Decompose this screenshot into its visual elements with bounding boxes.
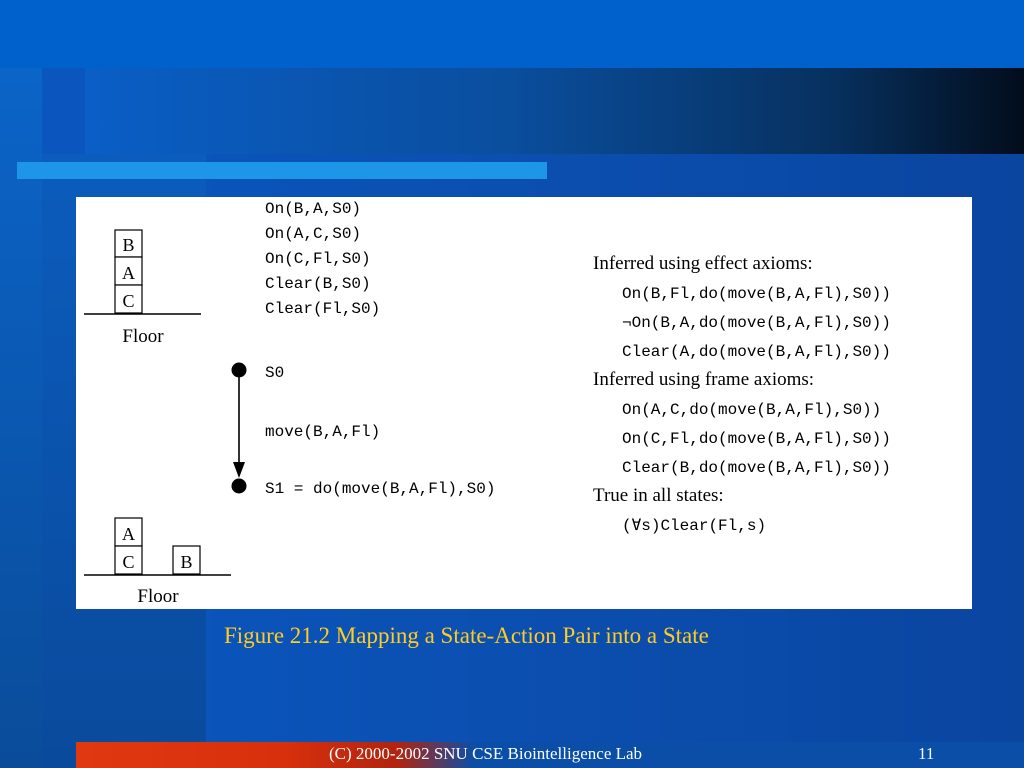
final-configuration — [84, 518, 231, 607]
initial-state-facts — [265, 200, 380, 318]
effect-fact: Clear(A,do(move(B,A,Fl),S0)) — [622, 343, 891, 361]
page-number: 11 — [918, 744, 935, 763]
accent-bar — [17, 162, 547, 179]
effect-fact: ¬On(B,A,do(move(B,A,Fl),S0)) — [622, 314, 891, 332]
inferences — [593, 253, 891, 535]
initial-block-label: A — [122, 263, 135, 283]
initial-fact: Clear(Fl,S0) — [265, 300, 381, 318]
initial-block-label: C — [122, 291, 135, 311]
initial-floor-label: Floor — [122, 326, 164, 347]
final-block-label: C — [122, 552, 135, 572]
transition — [232, 363, 496, 499]
final-block-label: B — [180, 552, 193, 572]
transition-arrowhead — [233, 462, 245, 478]
end-node-label: S1 = do(move(B,A,Fl),S0) — [265, 480, 496, 498]
initial-configuration — [84, 230, 201, 347]
state-action-diagram — [76, 197, 972, 609]
frame-fact: On(A,C,do(move(B,A,Fl),S0)) — [622, 401, 882, 419]
initial-fact: Clear(B,S0) — [265, 275, 371, 293]
effect-fact: On(B,Fl,do(move(B,A,Fl),S0)) — [622, 285, 891, 303]
initial-fact: On(C,Fl,S0) — [265, 250, 371, 268]
effect-heading: Inferred using effect axioms: — [593, 253, 813, 274]
initial-fact: On(A,C,S0) — [265, 225, 362, 243]
always-heading: True in all states: — [593, 485, 724, 506]
frame-fact: On(C,Fl,do(move(B,A,Fl),S0)) — [622, 430, 891, 448]
final-floor-label: Floor — [137, 586, 179, 607]
title-gradient-band — [85, 68, 1024, 154]
initial-block-label: B — [122, 235, 135, 255]
end-node — [232, 479, 247, 494]
action-label: move(B,A,Fl) — [265, 423, 381, 441]
always-fact: (∀s)Clear(Fl,s) — [622, 517, 767, 535]
frame-fact: Clear(B,do(move(B,A,Fl),S0)) — [622, 459, 891, 477]
figure-panel — [76, 197, 972, 609]
initial-fact: On(B,A,S0) — [265, 200, 362, 218]
figure-caption: Figure 21.2 Mapping a State-Action Pair into a State — [224, 623, 709, 648]
final-block-label: A — [122, 524, 135, 544]
frame-heading: Inferred using frame axioms: — [593, 369, 815, 390]
top-background-strip — [0, 0, 1024, 68]
start-node-label: S0 — [265, 364, 285, 382]
footer-copyright: (C) 2000-2002 SNU CSE Biointelligence Lab — [329, 744, 643, 763]
